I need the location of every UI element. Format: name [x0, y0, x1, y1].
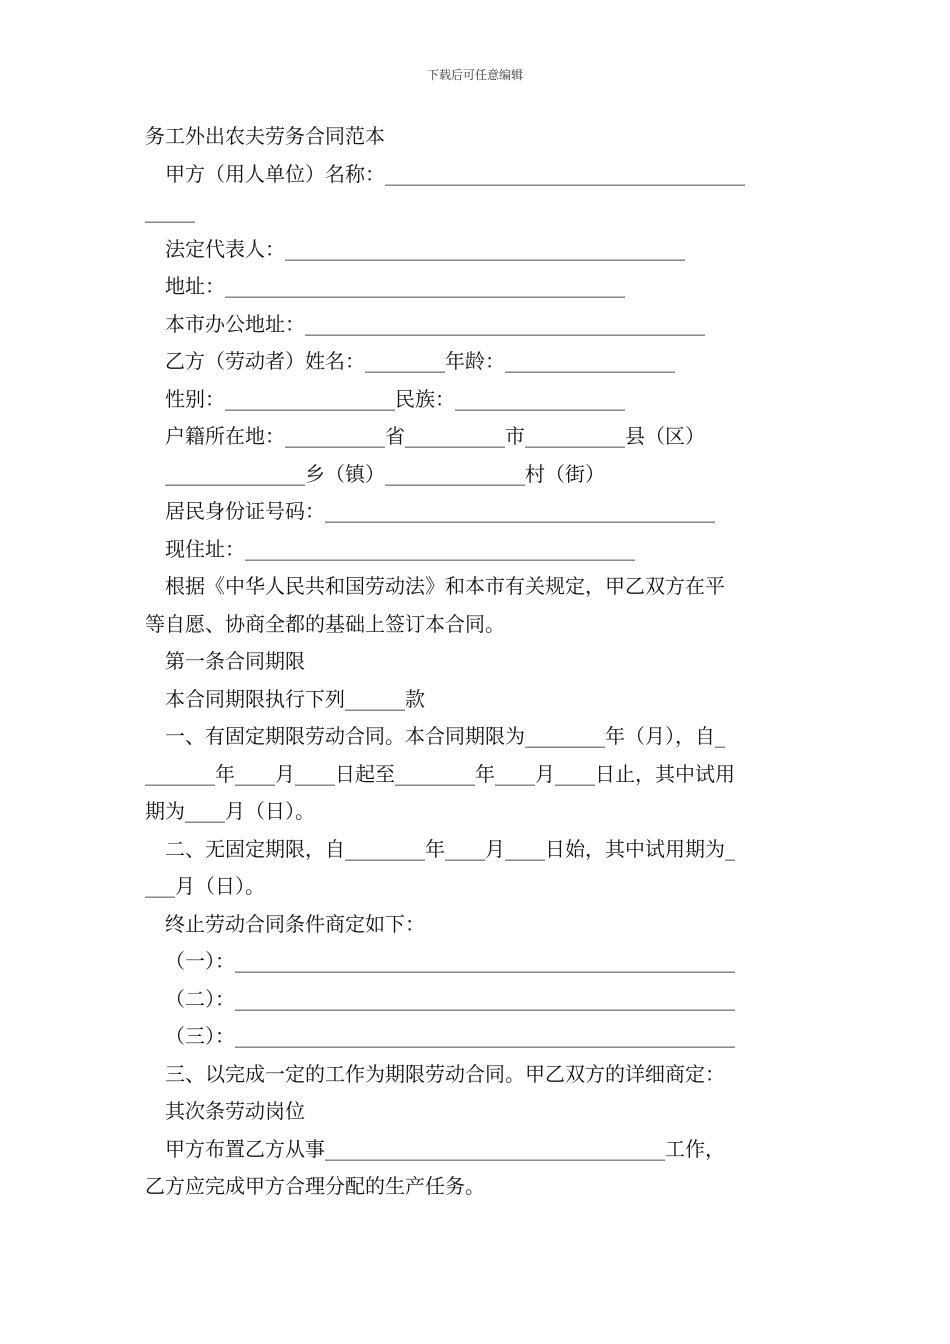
job-assignment-line-2: 乙方应完成甲方合理分配的生产任务。: [145, 1174, 485, 1198]
task-based-term-line: 三、以完成一定的工作为期限劳动合同。甲乙双方的详细商定：: [165, 1061, 725, 1086]
job-assignment-line-1: 甲方布置乙方从事__________________________________工作，: [165, 1136, 725, 1161]
preamble-line-1: 根据《中华人民共和国劳动法》和本市有关规定，甲乙双方在平: [165, 574, 725, 598]
document-title: 务工外出农夫劳务合同范本: [145, 124, 385, 148]
party-b-name-age-line: 乙方（劳动者）姓名：________年龄：_________________: [165, 349, 675, 373]
termination-condition-3: （三）：__________________________________________________: [165, 1024, 735, 1048]
office-address-line: 本市办公地址：________________________________________: [165, 311, 705, 336]
fixed-term-line-1: 一、有固定期限劳动合同。本合同期限为________年（月），自_: [165, 724, 725, 748]
termination-condition-1: （一）：__________________________________________________: [165, 949, 735, 973]
address-line: 地址：________________________________________: [165, 274, 625, 298]
article-2-heading: 其次条劳动岗位: [165, 1099, 305, 1123]
term-selection-line: 本合同期限执行下列______款: [165, 686, 425, 711]
open-term-line-1: 二、无固定期限，自________年____月____日始，其中试用期为_: [165, 836, 735, 861]
party-a-name-line: 甲方（用人单位）名称：____________________________________: [165, 161, 745, 186]
household-registration-line: 户籍所在地：__________省__________市__________县（区）: [165, 424, 705, 448]
party-a-name-continuation: _____: [145, 199, 195, 223]
article-1-heading: 第一条合同期限: [165, 649, 305, 673]
legal-representative-line: 法定代表人：________________________________________: [165, 236, 685, 261]
township-village-line: ______________乡（镇）______________村（街）: [165, 461, 605, 486]
current-address-line: 现住址：_______________________________________: [165, 536, 635, 561]
header-note: 下载后可任意编辑: [426, 68, 523, 82]
termination-conditions-heading: 终止劳动合同条件商定如下：: [165, 911, 425, 936]
preamble-line-2: 等自愿、协商全都的基础上签订本合同。: [145, 611, 505, 636]
gender-ethnicity-line: 性别：_________________民族：_________________: [165, 386, 625, 411]
id-number-line: 居民身份证号码：_______________________________________: [165, 499, 715, 523]
open-term-line-2: ___月（日）。: [145, 874, 265, 898]
fixed-term-line-2: _______年____月____日起至________年____月____日止，其中试用: [145, 761, 735, 786]
fixed-term-line-3: 期为____月（日）。: [145, 799, 315, 823]
contract-document: [145, 118, 810, 1206]
termination-condition-2: （二）：__________________________________________________: [165, 986, 735, 1011]
